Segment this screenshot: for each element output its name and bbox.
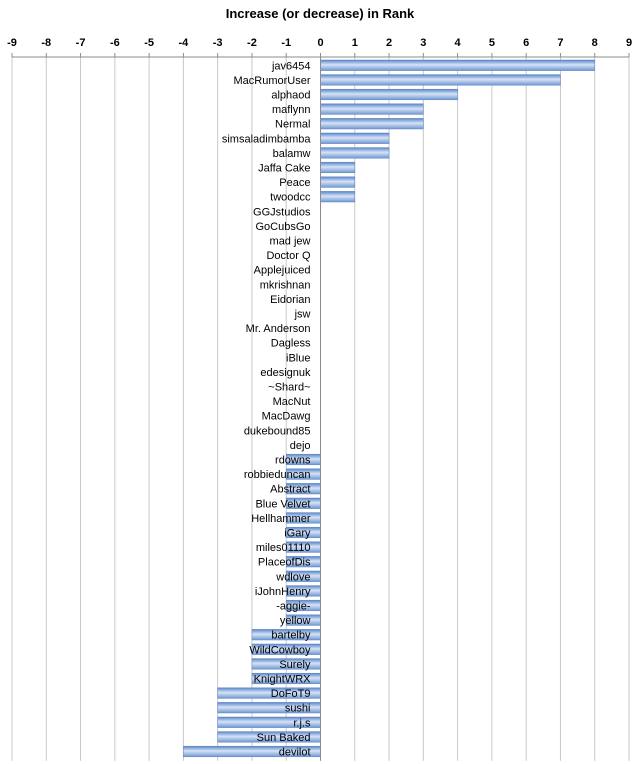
bar [321, 177, 355, 188]
category-label: GGJstudios [253, 206, 311, 219]
category-label: iBlue [286, 352, 311, 365]
bar [321, 60, 595, 71]
category-label: dukebound85 [243, 425, 311, 438]
x-tick-label: 2 [385, 37, 393, 49]
category-label: Applejuiced [253, 264, 311, 277]
x-tick-label: 1 [351, 37, 358, 49]
category-label: KnightWRX [253, 673, 311, 686]
category-label: -aggie- [276, 600, 311, 613]
category-label: Abstract [270, 483, 311, 496]
category-label: balamw [272, 147, 311, 160]
category-label: DoFoT9 [270, 688, 311, 701]
bar [321, 89, 458, 100]
x-tick-label: 9 [625, 37, 633, 49]
category-label: robbieduncan [243, 469, 311, 482]
chart-title: Increase (or decrease) in Rank [225, 6, 415, 21]
category-label: wdlove [276, 571, 311, 584]
category-label: Nermal [275, 118, 311, 131]
category-label: maflynn [271, 104, 311, 117]
category-label: iGary [284, 527, 311, 540]
x-tick-label: 7 [557, 37, 564, 49]
category-label: miles01110 [255, 542, 311, 555]
x-tick-label: 6 [523, 37, 530, 49]
category-label: devilot [278, 746, 311, 759]
x-tick-label: -3 [212, 37, 223, 49]
x-tick-label: 5 [488, 37, 495, 49]
category-label: twoodcc [270, 191, 311, 204]
category-label: jav6454 [271, 60, 311, 73]
category-label: MacDawg [261, 410, 311, 423]
category-label: PlaceofDis [257, 556, 311, 569]
category-label: WildCowboy [249, 644, 311, 657]
bar [321, 162, 355, 173]
category-label: rdowns [275, 454, 311, 467]
category-label: Hellhammer [251, 512, 311, 525]
category-label: sushi [284, 702, 311, 715]
x-tick-label: 8 [591, 37, 598, 49]
bar [321, 191, 355, 202]
category-label: mkrishnan [259, 279, 311, 292]
category-labels [222, 60, 312, 758]
category-label: r.j.s [293, 717, 311, 730]
category-label: alphaod [271, 89, 311, 102]
category-label: Dagless [270, 337, 311, 350]
bar [321, 118, 424, 129]
x-tick-label: 3 [420, 37, 427, 49]
x-tick-label: 4 [454, 37, 461, 49]
x-tick-label: -6 [109, 37, 120, 49]
category-label: Sun Baked [256, 731, 311, 744]
category-label: MacRumorUser [233, 74, 311, 87]
category-label: Surely [279, 658, 311, 671]
x-tick-label: -9 [7, 37, 17, 49]
bar [321, 133, 390, 144]
category-label: yellow [279, 615, 311, 628]
x-tick-label: -1 [281, 37, 292, 49]
category-label: dejo [289, 439, 311, 452]
x-tick-label: -5 [144, 37, 155, 49]
bar [321, 75, 561, 86]
category-label: MacNut [272, 396, 311, 409]
category-label: mad jew [269, 235, 311, 248]
category-label: Doctor Q [266, 250, 311, 263]
category-label: Eidorian [270, 293, 311, 306]
bar [321, 104, 424, 115]
category-label: Mr. Anderson [245, 323, 311, 336]
x-tick-label: 0 [317, 37, 324, 49]
category-label: ~Shard~ [268, 381, 311, 394]
x-tick-label: -8 [41, 37, 52, 49]
category-label: edesignuk [260, 366, 311, 379]
category-label: bartelby [271, 629, 311, 642]
bar [321, 148, 390, 159]
category-label: jsw [294, 308, 311, 321]
x-tick-label: -4 [178, 37, 189, 49]
category-label: simsaladimbamba [221, 133, 311, 146]
category-label: Jaffa Cake [258, 162, 311, 175]
x-tick-label: -2 [247, 37, 257, 49]
x-tick-label: -7 [75, 37, 86, 49]
category-label: Peace [279, 177, 311, 190]
category-label: Blue Velvet [255, 498, 311, 511]
category-label: GoCubsGo [255, 220, 311, 233]
category-label: iJohnHenry [254, 585, 311, 598]
